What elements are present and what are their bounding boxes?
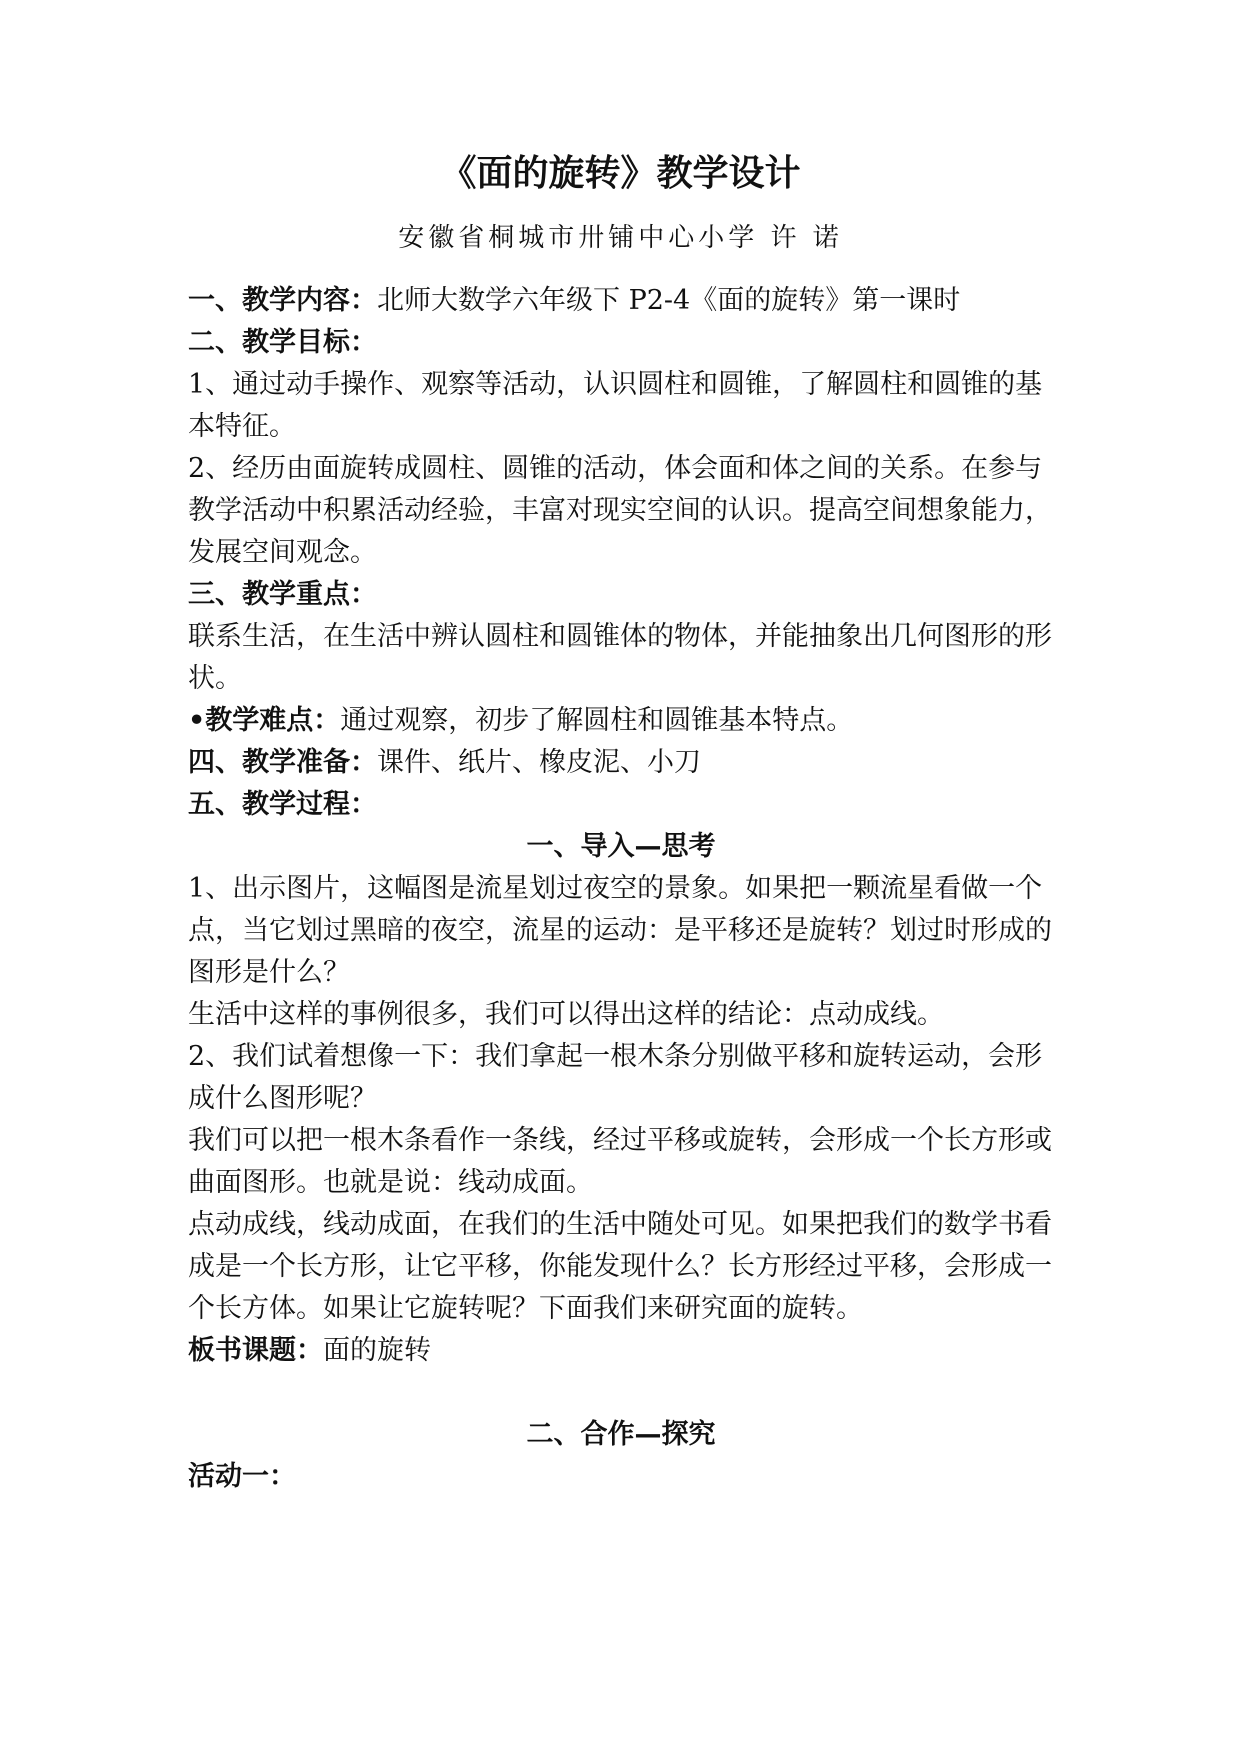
section-text: 通过观察，初步了解圆柱和圆锥基本特点。 [340,705,854,736]
subsection-title: 二、合作—探究 [526,1419,716,1450]
section-label: 五、教学过程： [188,789,377,820]
section-label: 四、教学准备： [188,747,377,778]
board-title-line [188,1330,1054,1372]
author-line: 安徽省桐城市卅铺中心小学 许 诺 [398,223,843,253]
document-body [188,280,1054,1498]
paragraph: 1、出示图片，这幅图是流星划过夜空的景象。如果把一颗流星看做一个点，当它划过黑暗的夜空，流星的运动：是平移还是旋转？划过时形成的图形是什么？ [188,873,1052,988]
activity-label: 活动一： [188,1461,296,1492]
subsection-title: 一、导入—思考 [526,831,716,862]
teaching-content [188,280,1054,322]
paragraph: 我们可以把一根木条看作一条线，经过平移或旋转，会形成一个长方形或曲面图形。也就是说：线动成面。 [188,1125,1052,1198]
preparation-line [188,742,1054,784]
section-label: 二、教学目标： [188,327,377,358]
spacer [188,1372,1054,1414]
paragraph: 2、我们试着想像一下：我们拿起一根木条分别做平移和旋转运动，会形成什么图形呢？ [188,1041,1043,1114]
section-label: 板书课题： [188,1335,323,1366]
section-label: 三、教学重点： [188,579,377,610]
section-text: 面的旋转 [323,1335,431,1366]
section-label: •教学难点： [188,705,341,736]
paragraph: 点动成线，线动成面，在我们的生活中随处可见。如果把我们的数学书看成是一个长方形，让它平移，你能发现什么？长方形经过平移，会形成一个长方体。如果让它旋转呢？下面我们来研究面的旋转。 [188,1209,1052,1324]
document-title: 《面的旋转》教学设计 [440,153,801,194]
section-text: 北师大数学六年级下 P2-4《面的旋转》第一课时 [377,285,961,316]
key-point-text: 联系生活，在生活中辨认圆柱和圆锥体的物体，并能抽象出几何图形的形状。 [188,621,1052,694]
difficulty-line [188,700,1054,742]
section-text: 课件、纸片、橡皮泥、小刀 [377,747,701,778]
goal-item: 2、经历由面旋转成圆柱、圆锥的活动，体会面和体之间的关系。在参与教学活动中积累活动经验，丰富对现实空间的认识。提高空间想象能力，发展空间观念。 [188,453,1052,568]
section-label: 一、教学内容： [188,285,377,316]
paragraph: 生活中这样的事例很多，我们可以得出这样的结论：点动成线。 [188,999,944,1030]
goal-item: 1、通过动手操作、观察等活动，认识圆柱和圆锥，了解圆柱和圆锥的基本特征。 [188,369,1043,442]
